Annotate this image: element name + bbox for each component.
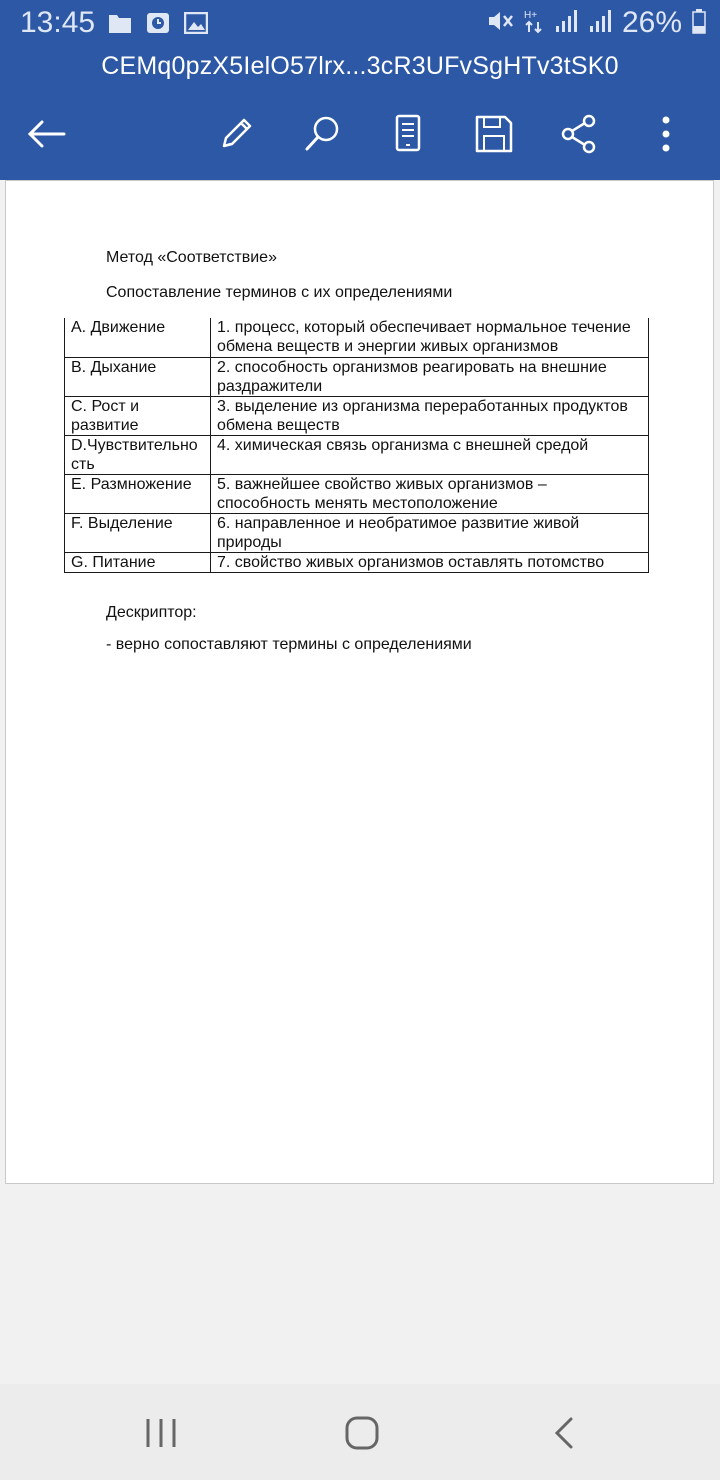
save-icon — [474, 114, 514, 154]
more-options-button[interactable] — [640, 108, 692, 160]
system-navigation-bar — [0, 1384, 720, 1480]
battery-icon — [692, 8, 706, 39]
term-cell: A. Движение — [65, 318, 211, 357]
more-vert-icon — [660, 114, 672, 154]
hplus-data-icon — [524, 8, 544, 39]
save-button[interactable] — [468, 108, 520, 160]
definition-cell: 7. свойство живых организмов оставлять потомство — [211, 552, 649, 572]
table-row — [65, 513, 649, 552]
table-row — [65, 318, 649, 357]
clock-badge-icon — [146, 12, 172, 36]
term-cell: E. Размножение — [65, 474, 211, 513]
back-button[interactable] — [20, 108, 72, 160]
document-page[interactable] — [5, 180, 714, 1184]
table-row — [65, 396, 649, 435]
term-cell: B. Дыхание — [65, 357, 211, 396]
home-button[interactable] — [332, 1408, 392, 1458]
pencil-icon — [216, 114, 256, 154]
search-button[interactable] — [296, 108, 348, 160]
battery-percentage: 26% — [621, 6, 682, 39]
document-title: CEMq0pzX5IelO57lrx...3cR3UFvSgHTv3tSK0 — [101, 52, 619, 80]
system-back-button[interactable] — [534, 1408, 594, 1458]
share-button[interactable] — [553, 108, 605, 160]
share-icon — [559, 114, 599, 154]
descriptor-label: Дескриптор: — [106, 604, 197, 621]
search-icon — [302, 114, 342, 154]
term-cell: G. Питание — [65, 552, 211, 572]
signal-icon — [554, 8, 578, 39]
table-row — [65, 552, 649, 572]
recent-apps-button[interactable] — [131, 1408, 191, 1458]
document-subheading: Сопоставление терминов с их определениями — [106, 284, 453, 301]
back-icon — [552, 1416, 576, 1450]
back-arrow-icon — [26, 119, 66, 149]
definition-cell: 3. выделение из организма переработанных продуктов обмена веществ — [211, 396, 649, 435]
edit-button[interactable] — [210, 108, 262, 160]
svg-text:H+: H+ — [523, 9, 538, 21]
recent-apps-icon — [144, 1416, 178, 1450]
definition-cell: 4. химическая связь организма с внешней средой — [211, 435, 649, 474]
table-row — [65, 474, 649, 513]
table-row — [65, 435, 649, 474]
app-header — [0, 0, 720, 180]
mobile-view-button[interactable] — [382, 108, 434, 160]
mute-icon — [486, 8, 514, 39]
image-icon — [184, 12, 210, 36]
status-time: 13:45 — [20, 6, 96, 39]
status-bar — [0, 0, 720, 48]
home-icon — [344, 1415, 380, 1451]
document-heading: Метод «Соответствие» — [106, 249, 277, 266]
definition-cell: 5. важнейшее свойство живых организмов – способность менять местоположение — [211, 474, 649, 513]
matching-table — [64, 318, 649, 573]
definition-cell: 6. направленное и необратимое развитие живой природы — [211, 513, 649, 552]
folder-icon — [108, 12, 134, 36]
definition-cell: 2. способность организмов реагировать на внешние раздражители — [211, 357, 649, 396]
signal-icon — [588, 8, 612, 39]
term-cell: C. Рост и развитие — [65, 396, 211, 435]
term-cell: F. Выделение — [65, 513, 211, 552]
mobile-view-icon — [393, 114, 423, 154]
definition-cell: 1. процесс, который обеспечивает нормальное течение обмена веществ и энергии живых организмов — [211, 318, 649, 357]
descriptor-text: - верно сопоставляют термины с определениями — [106, 636, 472, 653]
table-row — [65, 357, 649, 396]
term-cell: D.Чувствительность — [65, 435, 211, 474]
